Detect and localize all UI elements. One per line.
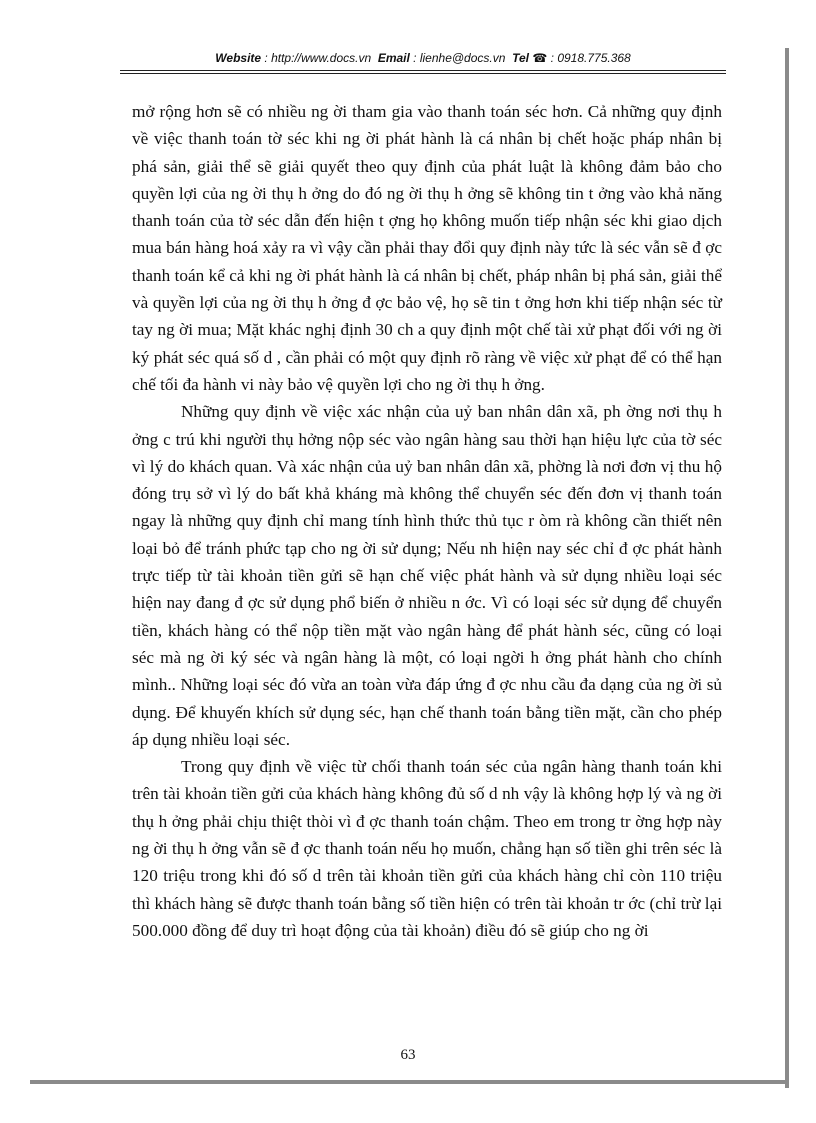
paragraph-3: Trong quy định về việc từ chối thanh toán séc của ngân hàng thanh toán khi trên tài khoản tiền gửi của khách hàng không đủ số d nh vậy là không hợp lý và ng ời thụ h ởng phải chịu thiệt thòi vì đ ợc thanh toán chậm. Theo em trong tr ờng hợp này ng ời thụ h ởng vẫn sẽ đ ợc thanh toán nếu họ muốn, chẳng hạn số tiền ghi trên séc là 120 triệu trong khi đó số d trên tài khoản tiền gửi của khách hàng chỉ còn 110 triệu thì khách hàng sẽ được thanh toán bằng số tiền hiện có trên tài khoản tr ớc (chỉ trừ lại 500.000 đồng để duy trì hoạt động của tài khoản) điều đó sẽ giúp cho ng ời — [132, 757, 722, 940]
email-separator: : — [409, 51, 420, 65]
paragraph-1: mở rộng hơn sẽ có nhiều ng ời tham gia vào thanh toán séc hơn. Cả những quy định về việc thanh toán tờ séc khi ng ời phát hành là cá nhân bị chết hoặc pháp nhân bị phá sản, giải thể sẽ giải quyết theo quy định của phát luật là không đảm bảo cho quyền lợi của ng ời thụ h ởng do đó ng ời thụ h ởng sẽ không tin t ởng vào khả năng thanh toán của tờ séc dẫn đến hiện t ợng họ không muốn tiếp nhận séc khi giao dịch mua bán hàng hoá xảy ra vì vậy cần phải thay đổi quy định này tức là séc vẫn sẽ đ ợc thanh toán kể cả khi ng ời phát hành là cá nhân bị chết, pháp nhân bị phá sản, giải thể và quyền lợi của ng ời thụ h ởng đ ợc bảo vệ, họ sẽ tin t ởng hơn khi tiếp nhận séc từ tay ng ời mua; Mặt khác nghị định 30 ch a quy định một chế tài xử phạt đối với ng ời ký phát séc quá số d , cần phải có một quy định rõ ràng về việc xử phạt để có thể hạn chế tối đa hành vi này bảo vệ quyền lợi cho ng ời thụ h ởng. — [132, 102, 722, 394]
page-number: 63 — [400, 1047, 416, 1063]
website-url[interactable]: http://www.docs.vn — [271, 51, 372, 65]
page-shadow-right — [785, 48, 789, 1088]
page-header — [120, 51, 726, 65]
email-value[interactable]: lienhe@docs.vn — [419, 51, 506, 65]
header-rule-bottom — [120, 73, 726, 74]
phone-icon: ☎ — [532, 51, 548, 65]
website-separator: : — [261, 51, 272, 65]
header-rule-top — [120, 70, 726, 71]
body-text — [132, 98, 722, 944]
paragraph-2: Những quy định về việc xác nhận của uỷ ban nhân dân xã, ph ờng nơi thụ h ởng c trú khi người thụ hởng nộp séc vào ngân hàng sau thời hạn hiệu lực của tờ séc vì lý do khách quan. Và xác nhận của uỷ ban nhân dân xã, phờng là nơi đơn vị thu hộ đóng trụ sở vì lý do bất khả kháng mà không thể chuyển séc đến đơn vị thanh toán ngay là những quy định chỉ mang tính hình thức thủ tục r òm rà không cần thiết nên loại bỏ để tránh phức tạp cho ng ời sử dụng; Nếu nh hiện nay séc chỉ đ ợc phát hành trực tiếp từ tài khoản tiền gửi sẽ hạn chế việc phát hành và sử dụng nhiều loại séc hiện nay đang đ ợc sử dụng phổ biến ở nhiều n ớc. Vì có loại séc sử dụng để chuyển tiền, khách hàng có thể nộp tiền mặt vào ngân hàng để phát hành séc, cũng có loại séc mà ng ời ký séc và ngân hàng là một, có loại ngời h ởng phát hành cho chính mình.. Những loại séc đó vừa an toàn vừa đáp ứng đ ợc nhu cầu đa dạng của ng ời sủ dụng. Để khuyến khích sử dụng séc, hạn chế thanh toán bằng tiền mặt, cần cho phép áp dụng nhiều loại séc. — [132, 402, 722, 749]
tel-label: Tel — [512, 51, 529, 65]
website-label: Website — [215, 51, 262, 65]
tel-value: 0918.775.368 — [557, 51, 631, 65]
page-shadow-bottom — [30, 1080, 789, 1084]
tel-separator: : — [547, 51, 558, 65]
email-label: Email — [377, 51, 410, 65]
